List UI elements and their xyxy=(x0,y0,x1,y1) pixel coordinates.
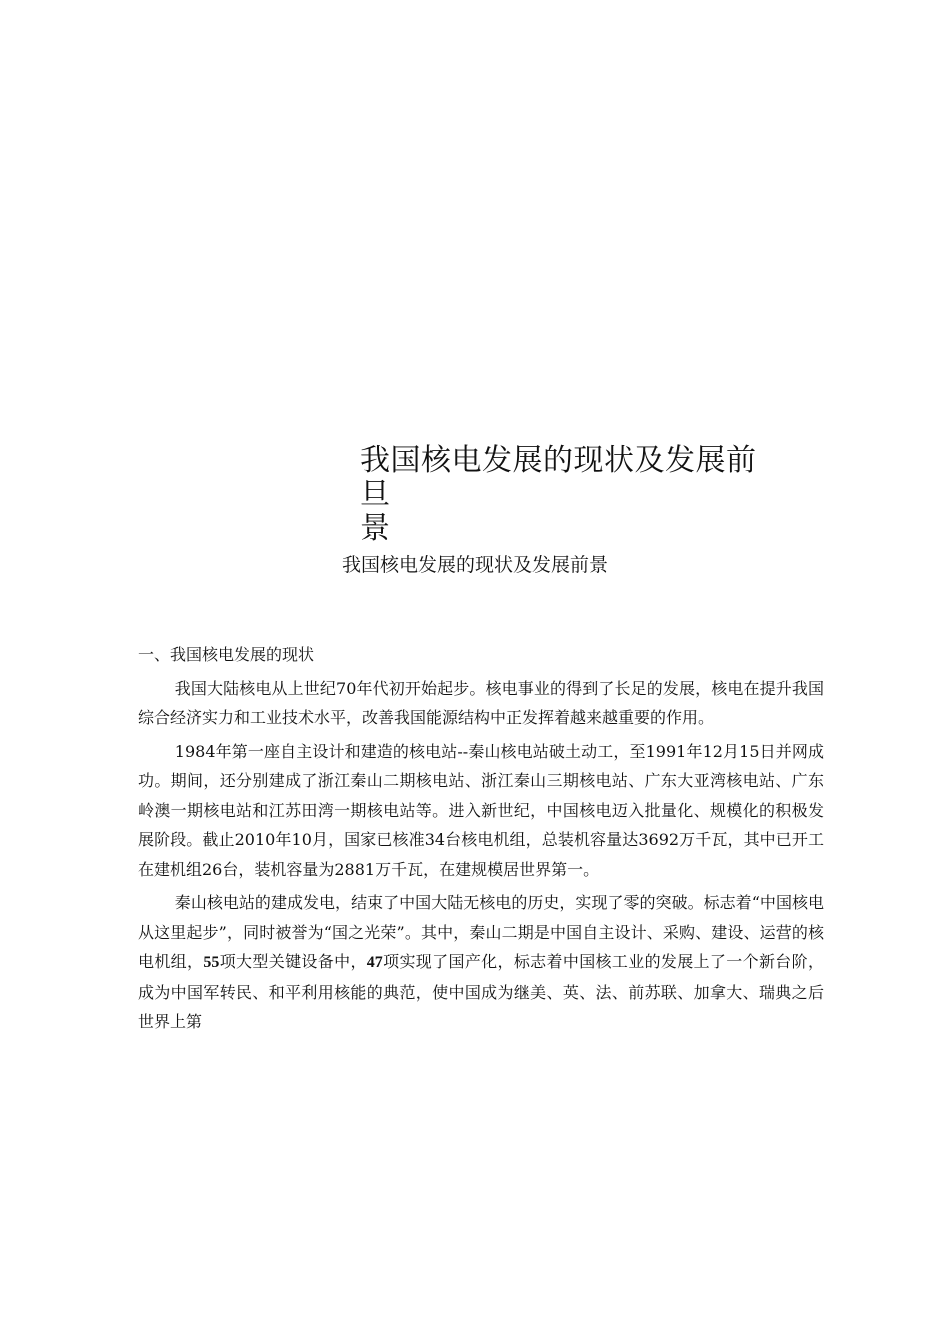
document-body xyxy=(138,640,824,1041)
paragraph-3-part-c: 项实现了国产化，标志着中国核工业的发展上了一个新台阶，成为中国军转民、和平利用核能的典范，使中国成为继美、英、法、前苏联、加拿大、瑞典之后世界上第 xyxy=(138,952,824,1031)
section-heading: 一、我国核电发展的现状 xyxy=(138,645,315,664)
paragraph-1: 我国大陆核电从上世纪70年代初开始起步。核电事业的得到了长足的发展，核电在提升我国综合经济实力和工业技术水平，改善我国能源结构中正发挥着越来越重要的作用。 xyxy=(138,678,824,727)
bold-number-47: 47 xyxy=(366,954,383,971)
paragraph-3 xyxy=(138,888,824,1037)
paragraph-3-part-b: 项大型关键设备中， xyxy=(219,952,367,971)
cover-title xyxy=(360,444,790,546)
cover-title-line-1: 我国核电发展的现状及发展前 xyxy=(360,443,757,478)
document-title: 我国核电发展的现状及发展前景 xyxy=(341,554,608,576)
cover-title-line-3: 景 xyxy=(360,511,391,546)
bold-number-55: 55 xyxy=(203,954,220,971)
paragraph-3-part-a: 秦山核电站的建成发电，结束了中国大陆无核电的历史，实现了零的突破。标志着“中国核电从这里起步”，同时被誉为“国之光荣”。其中，秦山二期是中国自主设计、采购、建设、运营的核电机组， xyxy=(138,893,824,971)
cover-title-line-2: 旦 xyxy=(360,477,391,512)
paragraph-2: 1984年第一座自主设计和建造的核电站--秦山核电站破土动工，至1991年12月15日并网成功。期间，还分别建成了浙江秦山二期核电站、浙江秦山三期核电站、广东大亚湾核电站、广东岭澳一期核电站和江苏田湾一期核电站等。进入新世纪，中国核电迈入批量化、规模化的积极发展阶段。截止2010年10月，国家已核准34台核电机组，总装机容量达3692万千瓦，其中已开工在建机组26台，装机容量为2881万千瓦，在建规模居世界第一。 xyxy=(138,741,824,879)
